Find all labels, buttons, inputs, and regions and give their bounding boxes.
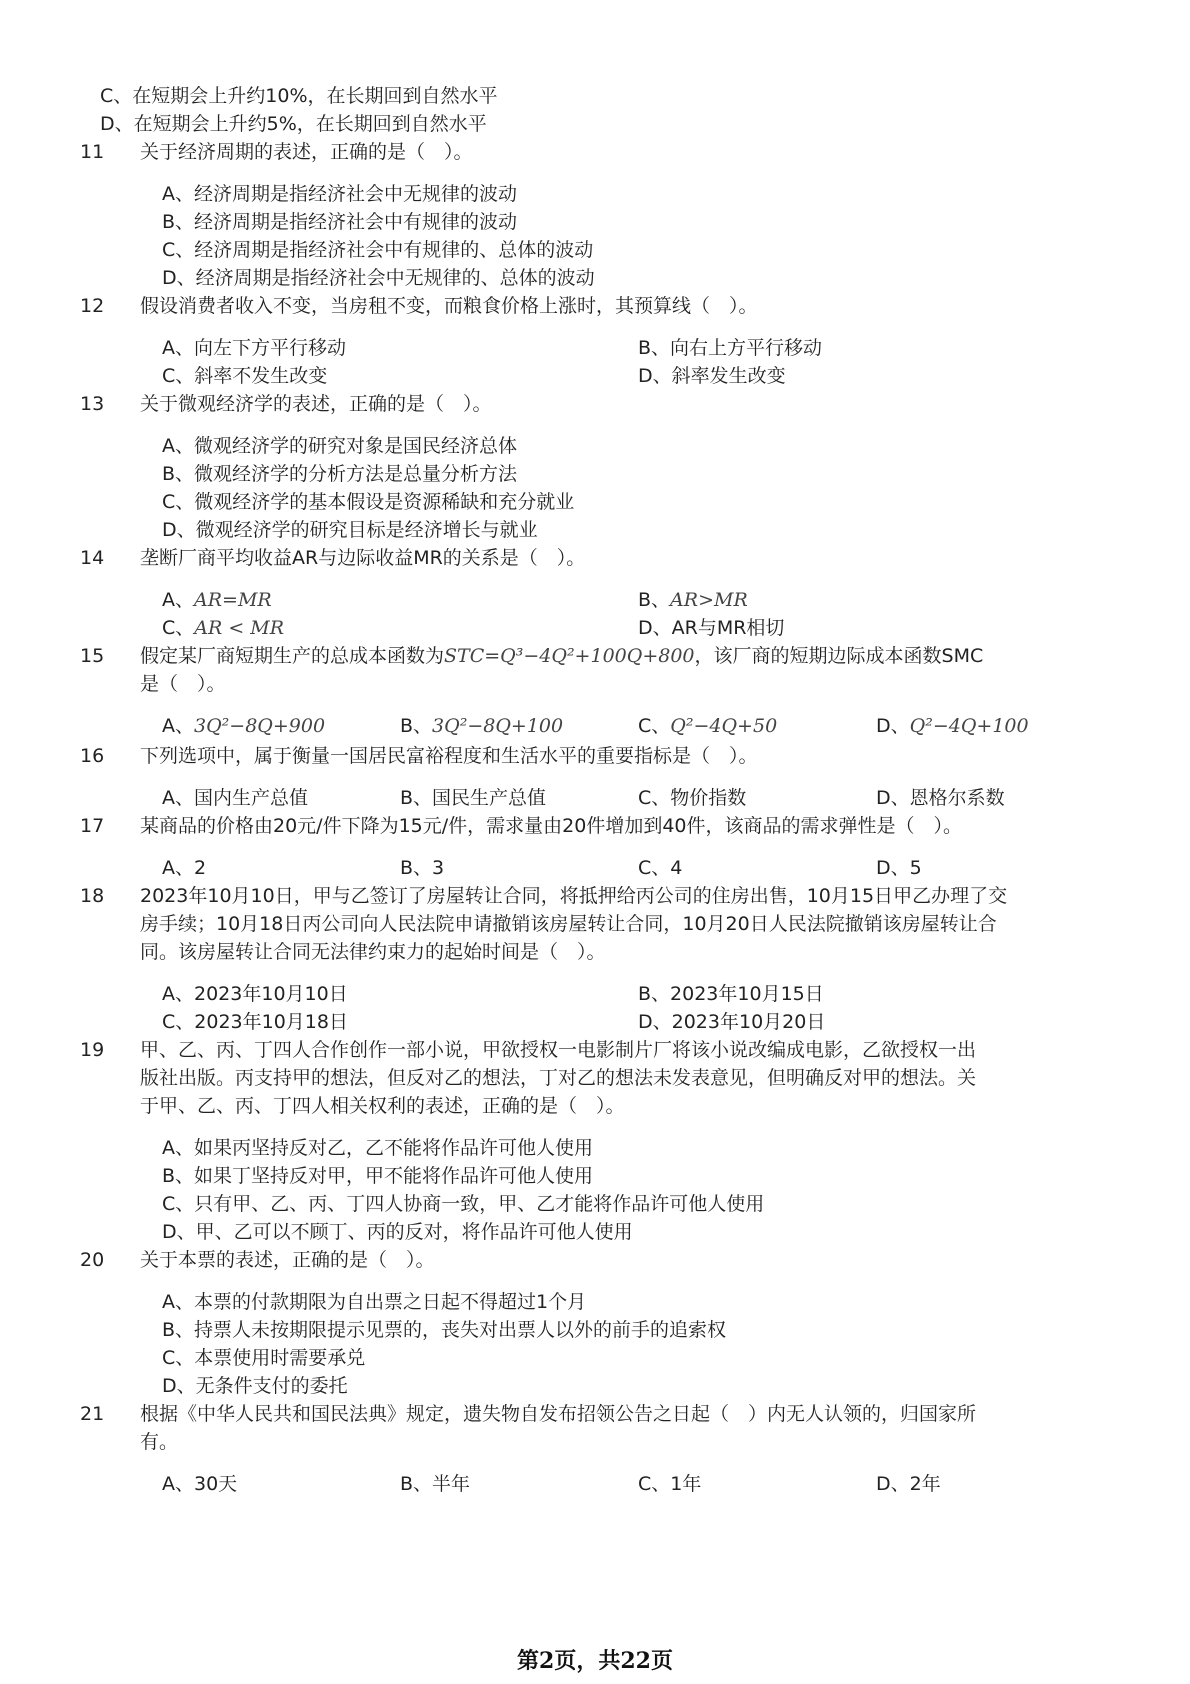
question-number: 13: [80, 393, 105, 415]
option-d-prev: D、在短期会上升约5%，在长期回到自然水平: [100, 113, 487, 135]
option-b: B、向右上方平行移动: [638, 337, 823, 359]
option-label: B、: [638, 589, 671, 611]
option-d: D、2年: [876, 1473, 941, 1495]
question-text-line: 有。: [140, 1431, 179, 1453]
option-b: B、微观经济学的分析方法是总量分析方法: [162, 463, 518, 485]
question-text-line: 版社出版。丙支持甲的想法，但反对乙的想法，丁对乙的想法未发表意见，但明确反对甲的想法。关: [140, 1067, 977, 1089]
question-number: 20: [80, 1249, 105, 1271]
option-a: A、国内生产总值: [162, 787, 308, 809]
option-d: D、斜率发生改变: [638, 365, 786, 387]
option-text: AR与MR相切: [671, 617, 785, 639]
question-text: 关于本票的表述，正确的是（ ）。: [140, 1249, 435, 1271]
question-text-line: 根据《中华人民共和国民法典》规定，遗失物自发布招领公告之日起（ ）内无人认领的，归国家所: [140, 1403, 977, 1425]
option-c: [638, 711, 777, 741]
question-text-line: 2023年10月10日，甲与乙签订了房屋转让合同，将抵押给丙公司的住房出售，10月15日甲乙办理了交: [140, 885, 1008, 907]
option-c-prev: C、在短期会上升约10%，在长期回到自然水平: [100, 85, 498, 107]
option-label: C、: [638, 715, 671, 737]
option-d: D、经济周期是指经济社会中无规律的、总体的波动: [162, 267, 595, 289]
question-number: 14: [80, 547, 105, 569]
option-b: B、3: [400, 857, 445, 879]
option-b: B、持票人未按期限提示见票的，丧失对出票人以外的前手的追索权: [162, 1319, 727, 1341]
question-number: 17: [80, 815, 105, 837]
question-text: 下列选项中，属于衡量一国居民富裕程度和生活水平的重要指标是（ ）。: [140, 745, 758, 767]
option-c: C、本票使用时需要承兑: [162, 1347, 366, 1369]
option-b: B、国民生产总值: [400, 787, 547, 809]
option-c: C、2023年10月18日: [162, 1011, 348, 1033]
option-b: B、如果丁坚持反对甲，甲不能将作品许可他人使用: [162, 1165, 594, 1187]
option-label: A、: [162, 589, 194, 611]
option-c: C、4: [638, 857, 683, 879]
question-number: 16: [80, 745, 105, 767]
option-formula: AR=MR: [194, 589, 272, 611]
option-c: C、经济周期是指经济社会中有规律的、总体的波动: [162, 239, 594, 261]
option-formula: 3Q²−8Q+100: [432, 715, 564, 737]
question-text: 垄断厂商平均收益AR与边际收益MR的关系是（ ）。: [140, 547, 586, 569]
option-a: A、经济周期是指经济社会中无规律的波动: [162, 183, 517, 205]
option-c: C、1年: [638, 1473, 702, 1495]
question-text-after: ，该厂商的短期边际成本函数SMC: [694, 645, 984, 667]
question-number: 12: [80, 295, 105, 317]
option-d: D、5: [876, 857, 922, 879]
option-a: A、如果丙坚持反对乙，乙不能将作品许可他人使用: [162, 1137, 593, 1159]
option-label: D、: [638, 617, 672, 639]
option-b: B、半年: [400, 1473, 471, 1495]
page-footer: 第2页，共22页: [517, 1648, 673, 1674]
option-c: C、斜率不发生改变: [162, 365, 328, 387]
option-formula: 3Q²−8Q+900: [194, 715, 326, 737]
option-a: A、微观经济学的研究对象是国民经济总体: [162, 435, 517, 457]
option-b: B、经济周期是指经济社会中有规律的波动: [162, 211, 518, 233]
question-text: 假设消费者收入不变，当房租不变，而粮食价格上涨时，其预算线（ ）。: [140, 295, 758, 317]
question-text: 某商品的价格由20元/件下降为15元/件，需求量由20件增加到40件，该商品的需求弹性是（ ）。: [140, 815, 963, 837]
option-label: D、: [876, 715, 910, 737]
question-text-line: 房手续；10月18日丙公司向人民法院申请撤销该房屋转让合同，10月20日人民法院撤销该房屋转让合: [140, 913, 997, 935]
question-text-line2: 是（ ）。: [140, 673, 226, 695]
option-b: B、2023年10月15日: [638, 983, 824, 1005]
question-number: 19: [80, 1039, 105, 1061]
question-number: 21: [80, 1403, 105, 1425]
question-text-line: 于甲、乙、丙、丁四人相关权利的表述，正确的是（ ）。: [140, 1095, 625, 1117]
option-formula: Q²−4Q+50: [670, 715, 778, 737]
question-text: 关于经济周期的表述，正确的是（ ）。: [140, 141, 473, 163]
option-label: B、: [400, 715, 433, 737]
option-a: A、2: [162, 857, 207, 879]
option-formula: Q²−4Q+100: [909, 715, 1029, 737]
option-a: A、2023年10月10日: [162, 983, 348, 1005]
question-number: 15: [80, 645, 105, 667]
option-d: D、微观经济学的研究目标是经济增长与就业: [162, 519, 538, 541]
option-b: [400, 711, 563, 741]
question-text-before: 假定某厂商短期生产的总成本函数为: [140, 645, 445, 667]
question-number: 18: [80, 885, 105, 907]
option-a: A、30天: [162, 1473, 238, 1495]
option-c: C、只有甲、乙、丙、丁四人协商一致，甲、乙才能将作品许可他人使用: [162, 1193, 765, 1215]
question-text: 关于微观经济学的表述，正确的是（ ）。: [140, 393, 492, 415]
question-text-line: 同。该房屋转让合同无法律约束力的起始时间是（ ）。: [140, 941, 606, 963]
option-label: C、: [162, 617, 195, 639]
option-c: C、微观经济学的基本假设是资源稀缺和充分就业: [162, 491, 575, 513]
question-number: 11: [80, 141, 105, 163]
option-formula: AR < MR: [194, 617, 285, 639]
option-d: D、恩格尔系数: [876, 787, 1005, 809]
option-c: C、物价指数: [638, 787, 747, 809]
option-a: [162, 585, 272, 615]
option-d: [876, 711, 1029, 741]
question-formula: STC=Q³−4Q²+100Q+800: [444, 645, 695, 667]
option-d: D、2023年10月20日: [638, 1011, 826, 1033]
option-c: [162, 613, 284, 643]
question-text: [140, 641, 1090, 671]
option-label: A、: [162, 715, 194, 737]
option-a: A、向左下方平行移动: [162, 337, 346, 359]
question-text-line: 甲、乙、丙、丁四人合作创作一部小说，甲欲授权一电影制片厂将该小说改编成电影，乙欲授权一出: [140, 1039, 977, 1061]
option-d: D、无条件支付的委托: [162, 1375, 348, 1397]
option-d: [638, 613, 784, 643]
option-d: D、甲、乙可以不顾丁、丙的反对，将作品许可他人使用: [162, 1221, 633, 1243]
option-a: [162, 711, 325, 741]
option-b: [638, 585, 748, 615]
option-a: A、本票的付款期限为自出票之日起不得超过1个月: [162, 1291, 587, 1313]
option-formula: AR>MR: [670, 589, 748, 611]
